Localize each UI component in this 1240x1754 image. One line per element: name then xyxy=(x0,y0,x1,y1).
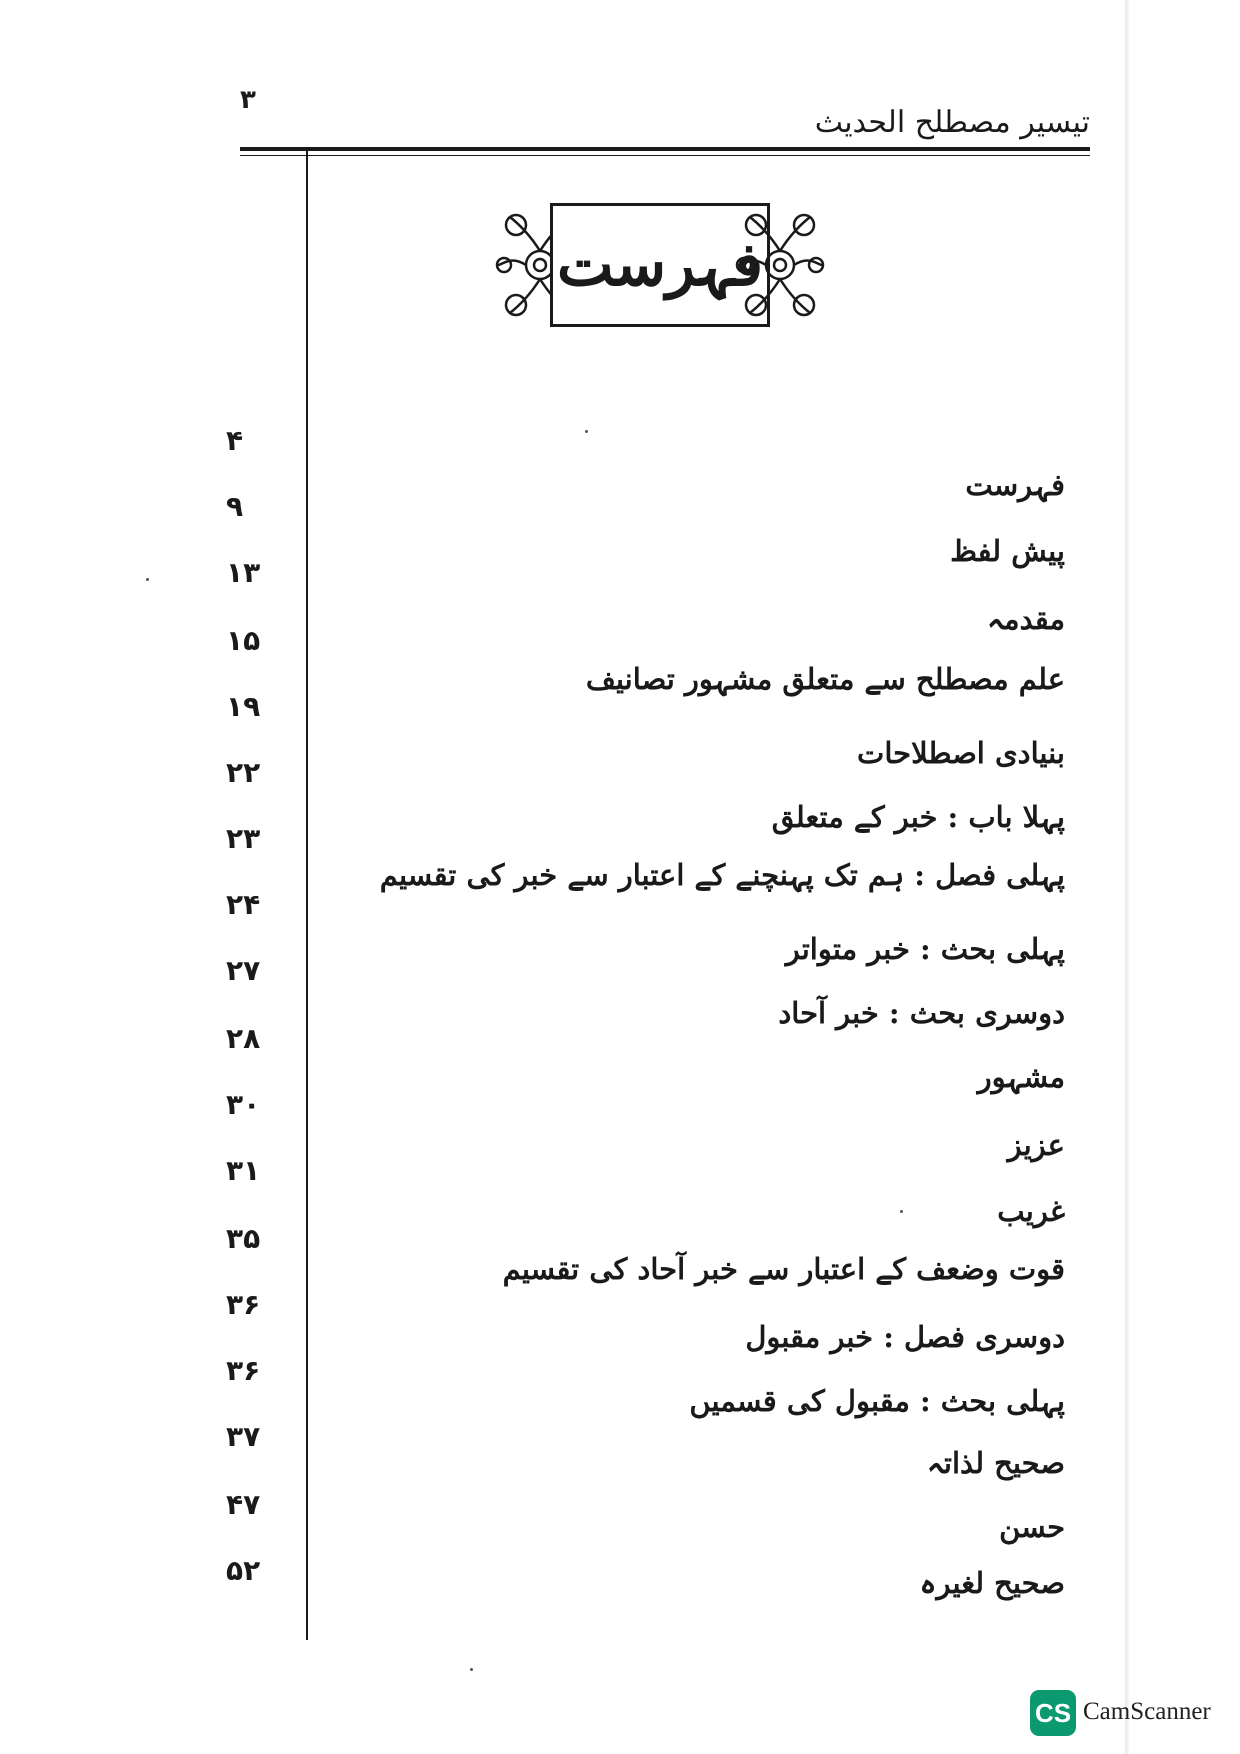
toc-entry-title: پہلی بحث : خبر متواتر xyxy=(785,932,1065,966)
toc-entry-title: مشہور xyxy=(977,1060,1065,1094)
toc-entry-title: پہلی بحث : مقبول کی قسمیں xyxy=(689,1384,1065,1418)
camscanner-logo: CS xyxy=(1030,1690,1076,1736)
toc-entry-title: حسن xyxy=(999,1510,1065,1544)
toc-entry-title: پہلا باب : خبر کے متعلق xyxy=(771,800,1065,834)
contents-title: فہرست xyxy=(556,230,764,300)
toc-entry-title: پیش لفظ xyxy=(950,534,1065,568)
scan-speck xyxy=(470,1668,473,1671)
toc-entry-title: دوسری بحث : خبر آحاد xyxy=(778,996,1065,1030)
toc-entry-page: ۲۴ xyxy=(226,888,261,921)
toc-entry-page: ۲۳ xyxy=(226,822,261,855)
toc-entry-title: بنیادی اصطلاحات xyxy=(857,736,1065,770)
toc-entry-title: فہرست xyxy=(965,468,1065,502)
toc-entry-page: ۳۶ xyxy=(226,1288,261,1321)
camscanner-watermark-text: CamScanner xyxy=(1083,1698,1211,1725)
scan-speck xyxy=(900,1210,903,1213)
toc-entry-title: عزیز xyxy=(1007,1128,1065,1162)
toc-entry-page: ۱۹ xyxy=(226,690,261,723)
book-title: تیسیر مصطلح الحدیث xyxy=(814,105,1090,140)
toc-entry-page: ۳۶ xyxy=(226,1354,261,1387)
toc-entry-page: ۲۲ xyxy=(226,756,261,789)
page-number: ۳ xyxy=(240,85,256,115)
toc-entry-page: ۳۰ xyxy=(226,1088,261,1121)
toc-entry-page: ۳۷ xyxy=(226,1420,261,1453)
toc-entry-page: ۳۵ xyxy=(226,1222,261,1255)
toc-entry-title: دوسری فصل : خبر مقبول xyxy=(745,1320,1065,1354)
toc-entry-page: ۹ xyxy=(226,490,244,523)
toc-entry-title: پہلی فصل : ہم تک پہنچنے کے اعتبار سے خبر کی تقسیم xyxy=(379,858,1065,892)
toc-entry-title: علم مصطلح سے متعلق مشہور تصانیف xyxy=(585,662,1065,696)
toc-entry-page: ۱۳ xyxy=(226,556,261,589)
toc-entry-title: مقدمہ xyxy=(987,602,1065,636)
toc-entry-page: ۱۵ xyxy=(226,624,261,657)
toc-entry-title: صحیح لغیرہ xyxy=(919,1566,1065,1600)
toc-entry-page: ۲۸ xyxy=(226,1022,261,1055)
toc-entry-page: ۳۱ xyxy=(226,1154,261,1187)
scan-speck xyxy=(146,578,149,581)
toc-entry-page: ۲۷ xyxy=(226,954,261,987)
toc-entry-page: ۴ xyxy=(226,424,244,457)
toc-entry-page: ۵۲ xyxy=(226,1554,261,1587)
toc-entry-title: قوت وضعف کے اعتبار سے خبر آحاد کی تقسیم xyxy=(502,1252,1065,1286)
toc-entry-page: ۴۷ xyxy=(226,1488,261,1521)
toc-entry-title: غریب xyxy=(997,1194,1065,1228)
toc-entry-title: صحیح لذاتہ xyxy=(926,1446,1065,1480)
scan-speck xyxy=(585,430,588,433)
